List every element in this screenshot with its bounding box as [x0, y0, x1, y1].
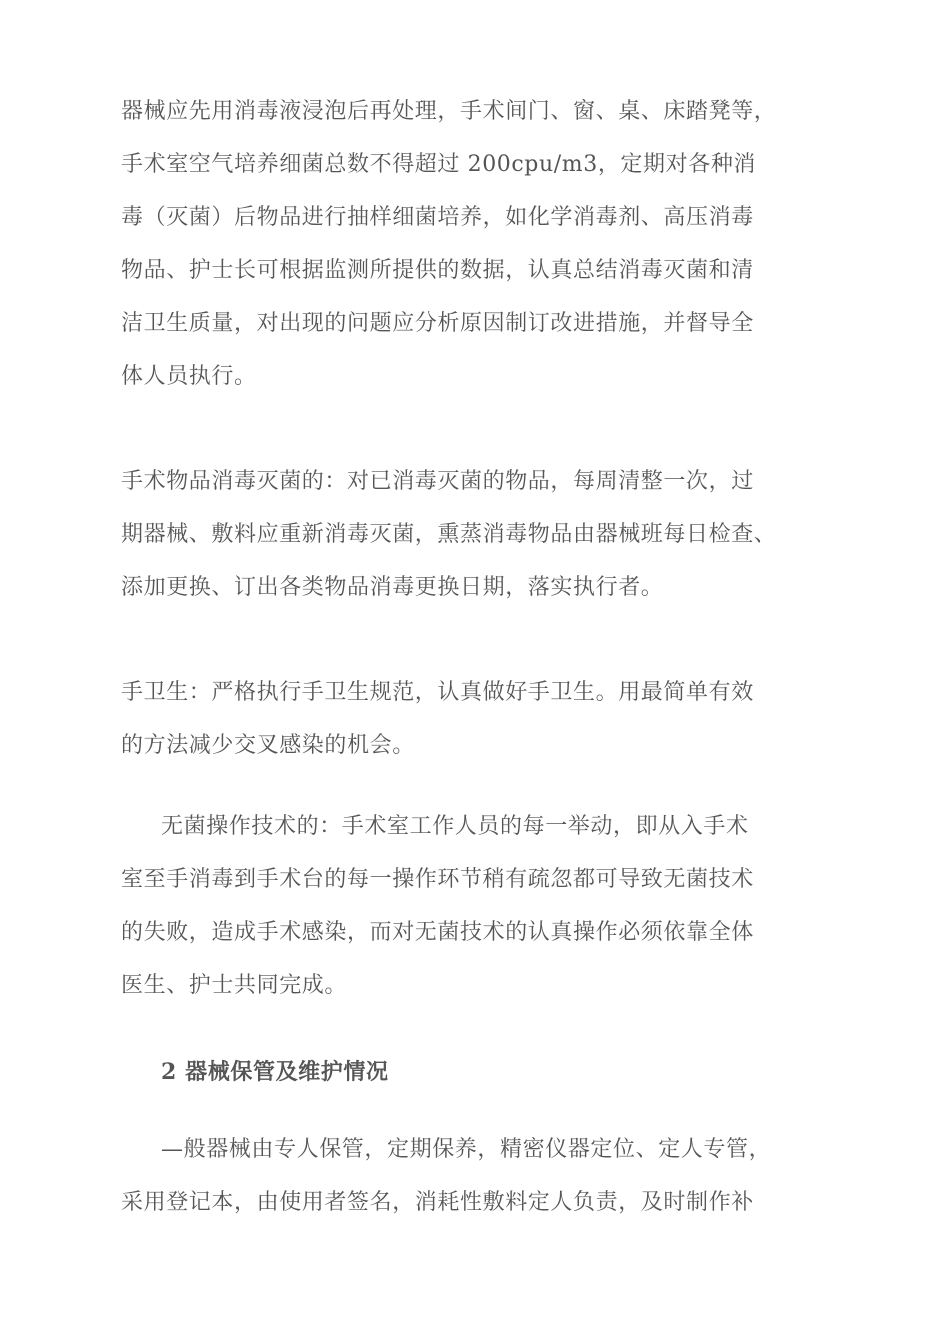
- section-heading: 2 器械保管及维护情况: [161, 1059, 389, 1085]
- text-line: 体人员执行。: [121, 364, 257, 389]
- text-line: 室至手消毒到手术台的每一操作环节稍有疏忽都可导致无菌技术: [121, 867, 754, 892]
- text-line: 的方法减少交叉感染的机会。: [121, 733, 415, 758]
- text-line: 采用登记本，由使用者签名，消耗性敷料定人负责，及时制作补: [121, 1190, 754, 1215]
- text-line: 物品、护士长可根据监测所提供的数据，认真总结消毒灭菌和清: [121, 258, 754, 283]
- document-page: [121, 0, 841, 1344]
- text-line: 的失败，造成手术感染，而对无菌技术的认真操作必须依靠全体: [121, 920, 754, 945]
- text-line: 手术室空气培养细菌总数不得超过 200cpu/m3，定期对各种消: [121, 152, 757, 177]
- text-line: 无菌操作技术的：手术室工作人员的每一举动，即从入手术: [161, 814, 749, 839]
- text-line: 添加更换、订出各类物品消毒更换日期，落实执行者。: [121, 575, 664, 600]
- text-line: 期器械、敷料应重新消毒灭菌，熏蒸消毒物品由器械班每日检查、: [121, 522, 777, 547]
- text-line: —般器械由专人保管，定期保养，精密仪器定位、定人专管，: [161, 1137, 772, 1162]
- text-line: 毒（灭菌）后物品进行抽样细菌培养，如化学消毒剂、高压消毒: [121, 205, 754, 230]
- text-line: 手术物品消毒灭菌的：对已消毒灭菌的物品，每周清整一次，过: [121, 469, 754, 494]
- text-line: 器械应先用消毒液浸泡后再处理，手术间门、窗、桌、床踏凳等，: [121, 99, 777, 124]
- text-line: 医生、护士共同完成。: [121, 973, 348, 998]
- text-line: 手卫生：严格执行手卫生规范，认真做好手卫生。用最简单有效: [121, 680, 754, 705]
- text-line: 洁卫生质量，对出现的问题应分析原因制订改进措施，并督导全: [121, 311, 754, 336]
